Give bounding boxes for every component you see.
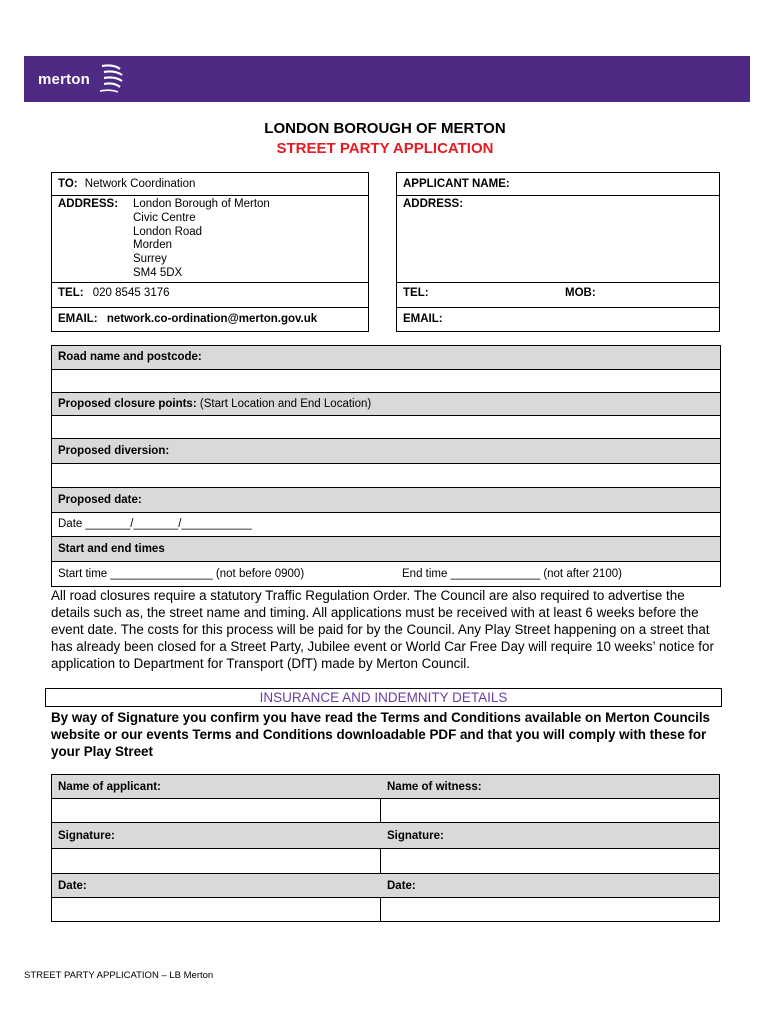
- to-label: TO:: [58, 178, 78, 190]
- address-line: SM4 5DX: [133, 266, 183, 279]
- to-value: Network Coordination: [84, 178, 196, 190]
- applicant-box: [396, 172, 720, 332]
- date-line: Date _______/_______/___________: [58, 518, 252, 530]
- signature-field-row[interactable]: [52, 849, 719, 874]
- address-line: Civic Centre: [133, 211, 196, 224]
- date-sig-header: [52, 874, 719, 898]
- applicant-tel-label: TEL:: [403, 287, 429, 299]
- date-label: Proposed date:: [58, 494, 142, 506]
- road-name-header: [52, 346, 720, 370]
- address-line: Morden: [133, 239, 172, 252]
- closure-points-hint: (Start Location and End Location): [199, 398, 372, 410]
- merton-logo: [38, 62, 124, 96]
- names-header: [52, 775, 719, 799]
- signature-header: [52, 823, 719, 849]
- diversion-header: [52, 439, 720, 464]
- closure-points-field[interactable]: [52, 416, 720, 439]
- date-field[interactable]: [52, 513, 720, 537]
- closure-points-label: Proposed closure points:: [58, 398, 197, 410]
- applicant-date-label: Date:: [58, 880, 87, 892]
- merton-swoosh-icon: [100, 62, 126, 96]
- applicant-name-label: Name of applicant:: [58, 781, 161, 793]
- insurance-heading: INSURANCE AND INDEMNITY DETAILS: [45, 688, 722, 707]
- applicant-email-label: EMAIL:: [403, 313, 443, 325]
- times-header: [52, 537, 720, 562]
- address-label: ADDRESS:: [58, 198, 119, 210]
- document-title: LONDON BOROUGH OF MERTON: [264, 120, 506, 137]
- date-header: [52, 488, 720, 513]
- to-row: [58, 178, 195, 190]
- applicant-mob-label: MOB:: [565, 287, 596, 299]
- address-lines: [133, 198, 270, 281]
- witness-signature-label: Signature:: [387, 830, 444, 842]
- diversion-label: Proposed diversion:: [58, 445, 170, 457]
- times-field[interactable]: [52, 562, 720, 587]
- email-row: [58, 313, 317, 325]
- address-line: London Borough of Merton: [133, 198, 270, 210]
- signature-table: [51, 774, 720, 922]
- start-time-line: Start time ________________ (not before 0900): [58, 568, 305, 580]
- email-label: EMAIL:: [58, 313, 98, 325]
- times-label: Start and end times: [58, 543, 165, 555]
- logo-text: merton: [38, 71, 91, 88]
- tel-value: 020 8545 3176: [92, 287, 170, 299]
- applicant-address-label: ADDRESS:: [403, 198, 464, 210]
- tel-row: [58, 287, 170, 299]
- header-banner: [24, 56, 750, 102]
- address-line: Surrey: [133, 253, 167, 266]
- consent-statement: By way of Signature you confirm you have read the Terms and Conditions available on Merton Councils website or our events Terms and Conditions downloadable PDF and that you will comply with these for your Play Street: [51, 710, 710, 759]
- applicant-signature-label: Signature:: [58, 830, 115, 842]
- names-field-row[interactable]: [52, 799, 719, 823]
- document-subtitle: STREET PARTY APPLICATION: [276, 140, 494, 157]
- date-field-row[interactable]: [52, 898, 719, 922]
- email-value[interactable]: network.co-ordination@merton.gov.uk: [106, 313, 318, 325]
- witness-name-label: Name of witness:: [387, 781, 482, 793]
- applicant-name-label: APPLICANT NAME:: [403, 178, 510, 190]
- page-footer: STREET PARTY APPLICATION – LB Merton: [24, 970, 214, 981]
- closure-points-header: [52, 393, 720, 416]
- diversion-field[interactable]: [52, 464, 720, 488]
- closure-points-text: [58, 398, 371, 410]
- address-row: [58, 198, 118, 210]
- end-time-line: End time ______________ (not after 2100): [402, 568, 622, 580]
- road-name-label: Road name and postcode:: [58, 351, 202, 363]
- recipient-box: [51, 172, 369, 332]
- closure-notice: All road closures require a statutory Traffic Regulation Order. The Council are also required to advertise the details such as, the street name and timing. All applications must be received with at least 6 weeks before the event date. The costs for this process will be paid for by the Council. Any Play Street happening on a street that has already been closed for a Street Party, Jubilee event or World Car Free Day will require 10 weeks’ notice for application to Department for Transport (DfT) made by Merton Council.: [51, 588, 714, 671]
- address-line: London Road: [133, 225, 203, 238]
- road-name-field[interactable]: [52, 370, 720, 393]
- road-details-table: [51, 345, 721, 587]
- tel-label: TEL:: [58, 287, 84, 299]
- witness-date-label: Date:: [387, 880, 416, 892]
